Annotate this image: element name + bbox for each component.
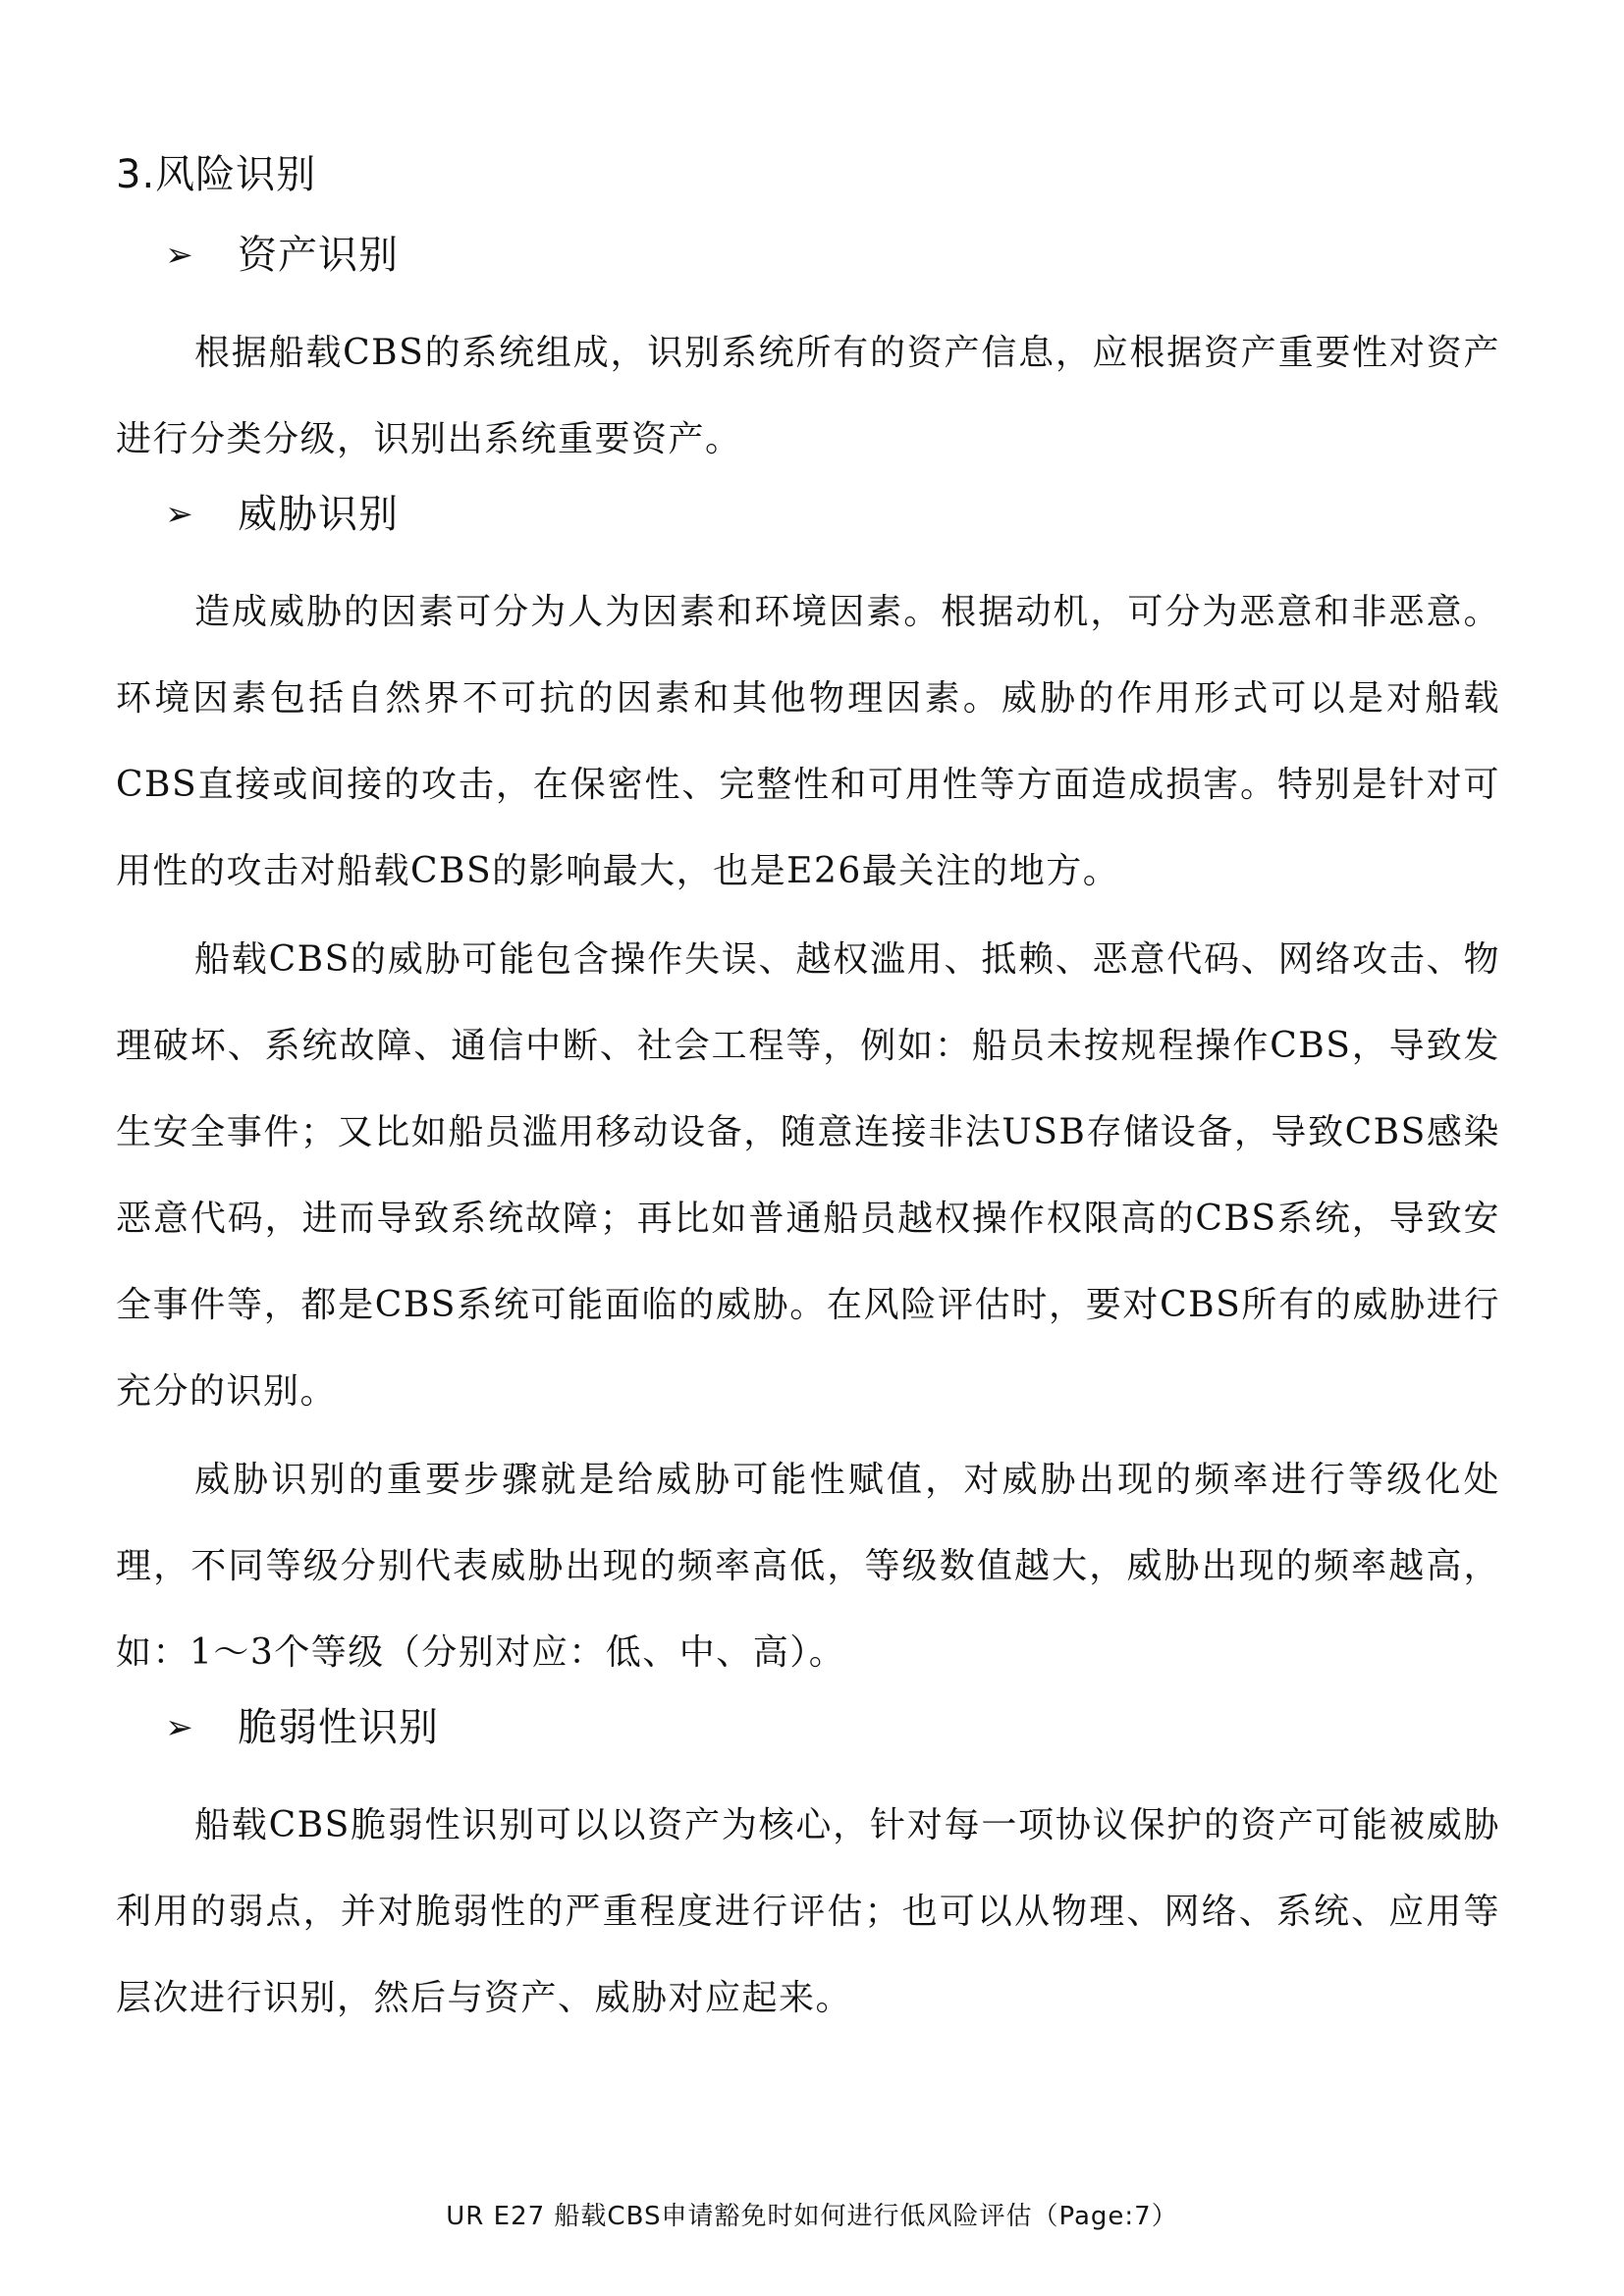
page-content — [116, 147, 1500, 2044]
arrow-bullet-icon: ➢ — [165, 495, 194, 534]
page-footer: UR E27 船载CBS申请豁免时如何进行低风险评估（Page:7） — [446, 2202, 1178, 2231]
subsection-heading-asset — [159, 226, 1500, 285]
subsection-heading-text: 脆弱性识别 — [238, 1705, 439, 1750]
subsection-heading-vulnerability — [159, 1698, 1500, 1757]
arrow-bullet-icon: ➢ — [165, 1708, 194, 1747]
paragraph: 船载CBS的威胁可能包含操作失误、越权滥用、抵赖、恶意代码、网络攻击、物理破坏、系统故障、通信中断、社会工程等，例如：船员未按规程操作CBS，导致发生安全事件；又比如船员滥用移动设备，随意连接非法USB存储设备，导致CBS感染恶意代码，进而导致系统故障；再比如普通船员越权操作权限高的CBS系统，导致安全事件等，都是CBS系统可能面临的威胁。在风险评估时，要对CBS所有的威胁进行充分的识别。 — [116, 939, 1500, 1412]
paragraph: 船载CBS脆弱性识别可以以资产为核心，针对每一项协议保护的资产可能被威胁利用的弱点，并对脆弱性的严重程度进行评估；也可以从物理、网络、系统、应用等层次进行识别，然后与资产、威胁对应起来。 — [116, 1805, 1500, 2018]
arrow-bullet-icon: ➢ — [165, 236, 194, 275]
section-title: 3.风险识别 — [116, 152, 317, 197]
subsection-heading-threat — [159, 485, 1500, 544]
paragraph: 造成威胁的因素可分为人为因素和环境因素。根据动机，可分为恶意和非恶意。环境因素包括自然界不可抗的因素和其他物理因素。威胁的作用形式可以是对船载CBS直接或间接的攻击，在保密性、完整性和可用性等方面造成损害。特别是针对可用性的攻击对船载CBS的影响最大，也是E26最关注的地方。 — [116, 592, 1500, 891]
subsection-heading-text: 威胁识别 — [238, 492, 399, 537]
paragraph: 威胁识别的重要步骤就是给威胁可能性赋值，对威胁出现的频率进行等级化处理，不同等级分别代表威胁出现的频率高低，等级数值越大，威胁出现的频率越高，如：1～3个等级（分别对应：低、中、高）。 — [116, 1460, 1500, 1673]
subsection-heading-text: 资产识别 — [238, 233, 399, 278]
paragraph: 根据船载CBS的系统组成，识别系统所有的资产信息，应根据资产重要性对资产进行分类分级，识别出系统重要资产。 — [116, 333, 1500, 459]
